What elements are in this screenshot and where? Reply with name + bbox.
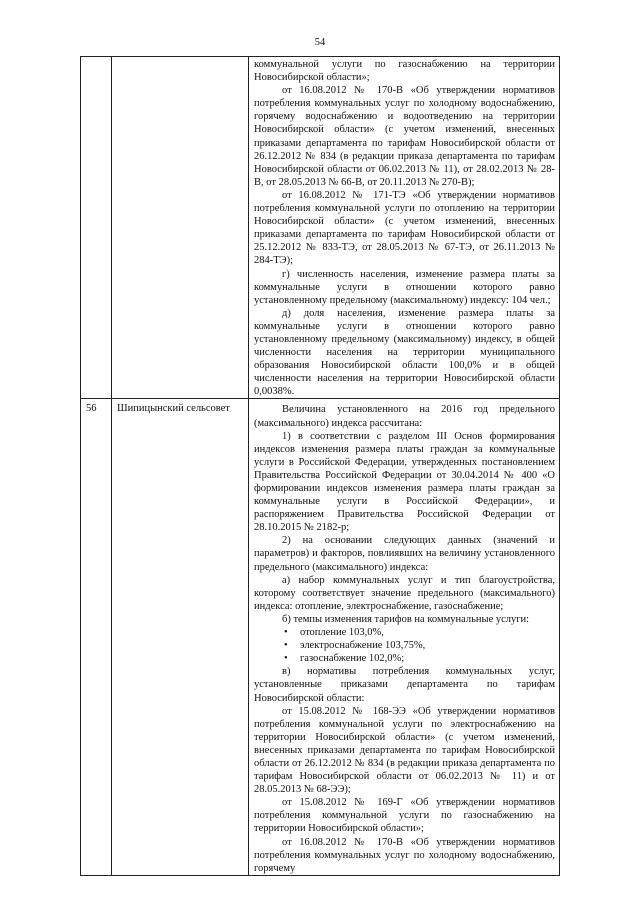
paragraph: от 15.08.2012 № 168-ЭЭ «Об утверждении нормативов потребления коммунальной услуги по электроснабжению на территории Новосибирской области» (с учетом изменений, внесенных приказами департамента по тарифам Новосибирской области от 26.12.2012 № 834 (в редакции приказа департамента по тарифам Новосибирской области от 06.02.2013 № 11) и от 28.05.2013 № 68-ЭЭ); — [254, 705, 555, 796]
paragraph: 1) в соответствии с разделом III Основ формирования индексов изменения размера платы граждан за коммунальные услуги в Российской Федерации, утвержденных постановлением Правительства Российской Федерации от 30.04.2014 № 400 «О формировании индексов изменения размера платы граждан за коммунальные услуги в Российской Федерации», и распоряжением Правительства Российской Федерации от 28.10.2015 № 2182-р; — [254, 430, 555, 534]
paragraph: от 16.08.2012 № 171-ТЭ «Об утверждении нормативов потребления коммунальной услуги по отоплению на территории Новосибирской области» (с учетом изменений, внесенных приказами департамента по тарифам Новосибирской области от 25.12.2012 № 833-ТЭ, от 28.05.2013 № 67-ТЭ, от 26.11.2013 № 284-ТЭ); — [254, 189, 555, 267]
table-row — [81, 57, 560, 399]
row-number: 56 — [86, 403, 97, 415]
list-item — [254, 652, 555, 665]
list-item — [254, 639, 555, 652]
description-cell — [249, 57, 560, 399]
description-cell — [249, 399, 560, 875]
page-number: 54 — [314, 37, 326, 48]
paragraph: в) нормативы потребления коммунальных услуг, установленные приказами департамента по тарифам Новосибирской области: — [254, 666, 555, 704]
paragraph: 2) на основании следующих данных (значений и параметров) и факторов, повлиявших на величину установленного предельного (максимального) индекса: — [254, 535, 555, 573]
tariff-index-table — [80, 56, 560, 876]
row-number-cell — [81, 399, 112, 875]
table-row — [81, 399, 560, 875]
row-number — [81, 57, 111, 61]
paragraph: от 16.08.2012 № 170-В «Об утверждении нормативов потребления коммунальных услуг по холодному водоснабжению, горячему водоснабжению и водоотведению на территории Новосибирской области» (с учетом изменений, внесенных приказами департамента по тарифам Новосибирской области от 26.12.2012 № 834 (в редакции приказа департамента по тарифам Новосибирской области от 06.02.2013 № 11), от 28.02.2013 № 28-В, от 28.05.2013 № 66-В, от 20.11.2013 № 270-В); — [254, 85, 555, 188]
paragraph: а) набор коммунальных услуг и тип благоустройства, которому соответствует значение предельного (максимального) индекса: отопление, электроснабжение, газоснабжение; — [254, 574, 555, 612]
paragraph: от 15.08.2012 № 169-Г «Об утверждении нормативов потребления коммунальной услуги по газоснабжению на территории Новосибирской области»; — [254, 797, 555, 835]
municipality-cell — [112, 399, 249, 875]
bullet-icon: • — [284, 640, 288, 652]
paragraph: коммунальной услуги по газоснабжению на территории Новосибирской области»; — [254, 59, 555, 84]
bullet-icon: • — [284, 653, 288, 665]
list-item-text: газоснабжение 102,0%; — [300, 653, 405, 665]
municipality-name: Шипицынский сельсовет — [117, 403, 230, 415]
paragraph: Величина установленного на 2016 год предельного (максимального) индекса рассчитана: — [254, 404, 555, 429]
paragraph: г) численность населения, изменение размера платы за коммунальные услуги в отношении которого равно установленному предельному (максимальному) индексу: 104 чел.; — [254, 268, 555, 306]
municipality-name — [112, 57, 248, 61]
list-item — [254, 626, 555, 639]
municipality-cell — [112, 57, 249, 399]
paragraph: от 16.08.2012 № 170-В «Об утверждении нормативов потребления коммунальных услуг по холодному водоснабжению, горячему — [254, 836, 555, 874]
list-item-text: отопление 103,0%, — [300, 627, 384, 639]
list-item-text: электроснабжение 103,75%, — [300, 640, 426, 652]
paragraph: б) темпы изменения тарифов на коммунальные услуги: — [282, 613, 530, 625]
bullet-icon: • — [284, 627, 288, 639]
row-number-cell — [81, 57, 112, 399]
tariff-rate-list — [254, 626, 555, 665]
paragraph: д) доля населения, изменение размера платы за коммунальные услуги в отношении которого равно установленному предельному (максимальному) индексу, в общей численности населения на территории муниципального образования Новосибирской области 100,0% и в общей численности населения на территории Новосибирской области 0,0038%. — [254, 307, 555, 398]
